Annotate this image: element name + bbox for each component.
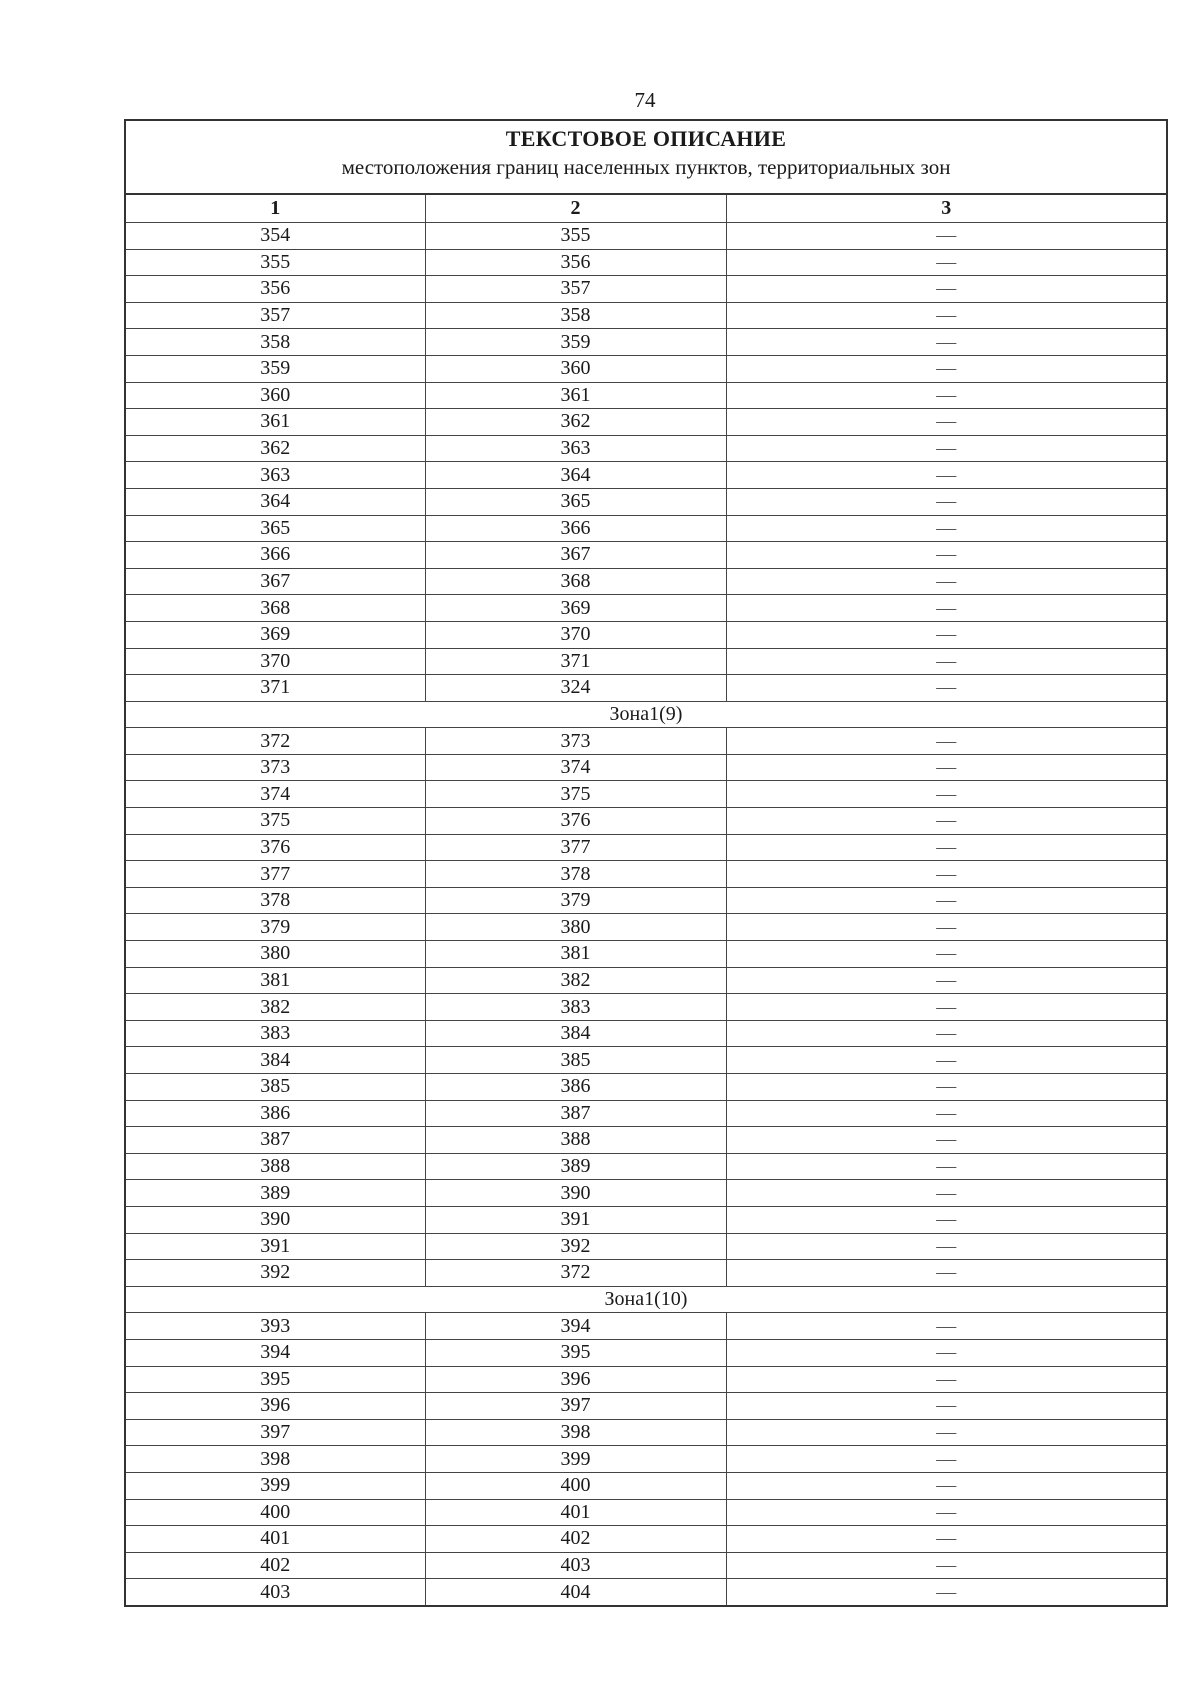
table-row [125, 249, 1167, 276]
point-to-cell: 400 [425, 1472, 726, 1499]
point-to-cell: 324 [425, 675, 726, 702]
description-cell: — [726, 1260, 1167, 1287]
point-to-cell: 374 [425, 754, 726, 781]
description-cell: — [726, 914, 1167, 941]
point-from-cell: 382 [125, 994, 425, 1021]
point-to-cell: 376 [425, 808, 726, 835]
point-from-cell: 388 [125, 1153, 425, 1180]
table-row [125, 675, 1167, 702]
description-cell: — [726, 1552, 1167, 1579]
table-row [125, 728, 1167, 755]
description-cell: — [726, 808, 1167, 835]
point-from-cell: 371 [125, 675, 425, 702]
table-row [125, 754, 1167, 781]
point-from-cell: 393 [125, 1313, 425, 1340]
point-from-cell: 373 [125, 754, 425, 781]
description-cell: — [726, 1579, 1167, 1606]
table-row [125, 1499, 1167, 1526]
point-from-cell: 365 [125, 515, 425, 542]
point-from-cell: 389 [125, 1180, 425, 1207]
table-row [125, 1446, 1167, 1473]
point-from-cell: 376 [125, 834, 425, 861]
description-cell: — [726, 1180, 1167, 1207]
point-to-cell: 386 [425, 1074, 726, 1101]
point-to-cell: 364 [425, 462, 726, 489]
document-title: ТЕКСТОВОЕ ОПИСАНИЕ [505, 126, 787, 151]
point-from-cell: 368 [125, 595, 425, 622]
point-to-cell: 372 [425, 1260, 726, 1287]
description-cell: — [726, 1206, 1167, 1233]
table-row [125, 1339, 1167, 1366]
point-from-cell: 396 [125, 1393, 425, 1420]
document-subtitle: местоположения границ населенных пунктов, территориальных зон [341, 155, 951, 179]
table-row [125, 1366, 1167, 1393]
point-to-cell: 402 [425, 1526, 726, 1553]
point-to-cell: 397 [425, 1393, 726, 1420]
table-row [125, 781, 1167, 808]
point-to-cell: 358 [425, 302, 726, 329]
description-cell: — [726, 621, 1167, 648]
description-cell: — [726, 1313, 1167, 1340]
point-to-cell: 371 [425, 648, 726, 675]
description-cell: — [726, 488, 1167, 515]
point-from-cell: 381 [125, 967, 425, 994]
point-from-cell: 384 [125, 1047, 425, 1074]
point-from-cell: 372 [125, 728, 425, 755]
table-row [125, 648, 1167, 675]
description-cell: — [726, 302, 1167, 329]
description-cell: — [726, 382, 1167, 409]
point-to-cell: 379 [425, 887, 726, 914]
description-cell: — [726, 1339, 1167, 1366]
description-cell: — [726, 595, 1167, 622]
point-to-cell: 396 [425, 1366, 726, 1393]
description-cell: — [726, 249, 1167, 276]
point-from-cell: 398 [125, 1446, 425, 1473]
point-from-cell: 385 [125, 1074, 425, 1101]
zone-label: Зона1(9) [125, 701, 1167, 728]
point-to-cell: 392 [425, 1233, 726, 1260]
point-to-cell: 390 [425, 1180, 726, 1207]
table-row [125, 435, 1167, 462]
point-from-cell: 361 [125, 409, 425, 436]
table-row [125, 355, 1167, 382]
point-from-cell: 383 [125, 1020, 425, 1047]
table-row [125, 1419, 1167, 1446]
point-from-cell: 359 [125, 355, 425, 382]
point-to-cell: 367 [425, 542, 726, 569]
description-cell: — [726, 1472, 1167, 1499]
point-from-cell: 355 [125, 249, 425, 276]
description-cell: — [726, 1393, 1167, 1420]
point-from-cell: 354 [125, 223, 425, 250]
table-row [125, 302, 1167, 329]
point-from-cell: 386 [125, 1100, 425, 1127]
point-to-cell: 356 [425, 249, 726, 276]
point-to-cell: 375 [425, 781, 726, 808]
table-row [125, 1393, 1167, 1420]
table-row [125, 276, 1167, 303]
point-to-cell: 383 [425, 994, 726, 1021]
point-to-cell: 380 [425, 914, 726, 941]
table-row [125, 462, 1167, 489]
point-from-cell: 362 [125, 435, 425, 462]
description-cell: — [726, 967, 1167, 994]
table-row [125, 1472, 1167, 1499]
description-cell: — [726, 355, 1167, 382]
table-row [125, 1127, 1167, 1154]
description-cell: — [726, 1446, 1167, 1473]
point-from-cell: 364 [125, 488, 425, 515]
point-to-cell: 373 [425, 728, 726, 755]
description-cell: — [726, 1499, 1167, 1526]
table-row [125, 382, 1167, 409]
table-row [125, 861, 1167, 888]
point-from-cell: 379 [125, 914, 425, 941]
point-from-cell: 392 [125, 1260, 425, 1287]
point-from-cell: 366 [125, 542, 425, 569]
table-row [125, 808, 1167, 835]
description-cell: — [726, 834, 1167, 861]
table-row [125, 1233, 1167, 1260]
point-to-cell: 378 [425, 861, 726, 888]
point-to-cell: 384 [425, 1020, 726, 1047]
point-from-cell: 402 [125, 1552, 425, 1579]
table-row [125, 1047, 1167, 1074]
table-header-row [125, 120, 1167, 194]
description-cell: — [726, 728, 1167, 755]
table-row [125, 1552, 1167, 1579]
description-cell: — [726, 1074, 1167, 1101]
point-from-cell: 400 [125, 1499, 425, 1526]
point-to-cell: 357 [425, 276, 726, 303]
page-number: 74 [634, 88, 656, 112]
point-to-cell: 370 [425, 621, 726, 648]
description-cell: — [726, 781, 1167, 808]
table-body [125, 120, 1167, 1606]
point-from-cell: 399 [125, 1472, 425, 1499]
description-cell: — [726, 887, 1167, 914]
description-cell: — [726, 329, 1167, 356]
table-row [125, 967, 1167, 994]
point-from-cell: 363 [125, 462, 425, 489]
table-row [125, 568, 1167, 595]
table-row [125, 914, 1167, 941]
description-cell: — [726, 1233, 1167, 1260]
table-row [125, 1020, 1167, 1047]
point-to-cell: 398 [425, 1419, 726, 1446]
point-from-cell: 395 [125, 1366, 425, 1393]
table-header [125, 120, 1167, 194]
point-to-cell: 404 [425, 1579, 726, 1606]
table-row [125, 1153, 1167, 1180]
point-to-cell: 369 [425, 595, 726, 622]
table-row [125, 621, 1167, 648]
column-header-3: 3 [726, 194, 1167, 223]
description-cell: — [726, 276, 1167, 303]
description-cell: — [726, 648, 1167, 675]
table-row [125, 887, 1167, 914]
point-from-cell: 358 [125, 329, 425, 356]
description-cell: — [726, 1526, 1167, 1553]
boundary-description-table [124, 119, 1168, 1607]
table-row [125, 1100, 1167, 1127]
description-cell: — [726, 675, 1167, 702]
description-cell: — [726, 515, 1167, 542]
point-to-cell: 389 [425, 1153, 726, 1180]
description-cell: — [726, 462, 1167, 489]
point-to-cell: 365 [425, 488, 726, 515]
point-from-cell: 367 [125, 568, 425, 595]
description-cell: — [726, 1366, 1167, 1393]
table-row [125, 409, 1167, 436]
point-to-cell: 388 [425, 1127, 726, 1154]
table-row [125, 1206, 1167, 1233]
point-to-cell: 377 [425, 834, 726, 861]
description-cell: — [726, 1100, 1167, 1127]
description-cell: — [726, 1419, 1167, 1446]
point-from-cell: 374 [125, 781, 425, 808]
table-row [125, 329, 1167, 356]
description-cell: — [726, 409, 1167, 436]
point-to-cell: 361 [425, 382, 726, 409]
point-from-cell: 403 [125, 1579, 425, 1606]
table-row [125, 542, 1167, 569]
point-to-cell: 387 [425, 1100, 726, 1127]
point-to-cell: 403 [425, 1552, 726, 1579]
description-cell: — [726, 994, 1167, 1021]
point-from-cell: 356 [125, 276, 425, 303]
zone-label: Зона1(10) [125, 1286, 1167, 1313]
table-row [125, 1180, 1167, 1207]
point-from-cell: 401 [125, 1526, 425, 1553]
table-row [125, 1074, 1167, 1101]
point-to-cell: 355 [425, 223, 726, 250]
column-header-2: 2 [425, 194, 726, 223]
description-cell: — [726, 542, 1167, 569]
description-cell: — [726, 435, 1167, 462]
zone-label-row [125, 701, 1167, 728]
point-to-cell: 401 [425, 1499, 726, 1526]
point-from-cell: 380 [125, 941, 425, 968]
description-cell: — [726, 568, 1167, 595]
table-row [125, 1313, 1167, 1340]
table-row [125, 994, 1167, 1021]
column-header-1: 1 [125, 194, 425, 223]
point-to-cell: 366 [425, 515, 726, 542]
point-from-cell: 369 [125, 621, 425, 648]
table-row [125, 1260, 1167, 1287]
point-from-cell: 387 [125, 1127, 425, 1154]
description-cell: — [726, 754, 1167, 781]
point-from-cell: 394 [125, 1339, 425, 1366]
table-row [125, 488, 1167, 515]
point-from-cell: 391 [125, 1233, 425, 1260]
table-row [125, 595, 1167, 622]
point-to-cell: 382 [425, 967, 726, 994]
point-to-cell: 399 [425, 1446, 726, 1473]
point-to-cell: 395 [425, 1339, 726, 1366]
point-to-cell: 385 [425, 1047, 726, 1074]
point-to-cell: 360 [425, 355, 726, 382]
zone-label-row [125, 1286, 1167, 1313]
description-cell: — [726, 861, 1167, 888]
description-cell: — [726, 941, 1167, 968]
description-cell: — [726, 1153, 1167, 1180]
point-to-cell: 368 [425, 568, 726, 595]
table-row [125, 941, 1167, 968]
description-cell: — [726, 1127, 1167, 1154]
description-cell: — [726, 1047, 1167, 1074]
point-to-cell: 363 [425, 435, 726, 462]
point-from-cell: 397 [125, 1419, 425, 1446]
point-to-cell: 394 [425, 1313, 726, 1340]
point-from-cell: 378 [125, 887, 425, 914]
table-row [125, 515, 1167, 542]
point-from-cell: 375 [125, 808, 425, 835]
point-to-cell: 381 [425, 941, 726, 968]
table-row [125, 1579, 1167, 1606]
description-cell: — [726, 223, 1167, 250]
point-to-cell: 362 [425, 409, 726, 436]
table-row [125, 1526, 1167, 1553]
point-from-cell: 357 [125, 302, 425, 329]
point-from-cell: 370 [125, 648, 425, 675]
point-from-cell: 360 [125, 382, 425, 409]
point-from-cell: 377 [125, 861, 425, 888]
table-row [125, 834, 1167, 861]
point-from-cell: 390 [125, 1206, 425, 1233]
column-header-row [125, 194, 1167, 223]
point-to-cell: 359 [425, 329, 726, 356]
point-to-cell: 391 [425, 1206, 726, 1233]
description-cell: — [726, 1020, 1167, 1047]
table-row [125, 223, 1167, 250]
